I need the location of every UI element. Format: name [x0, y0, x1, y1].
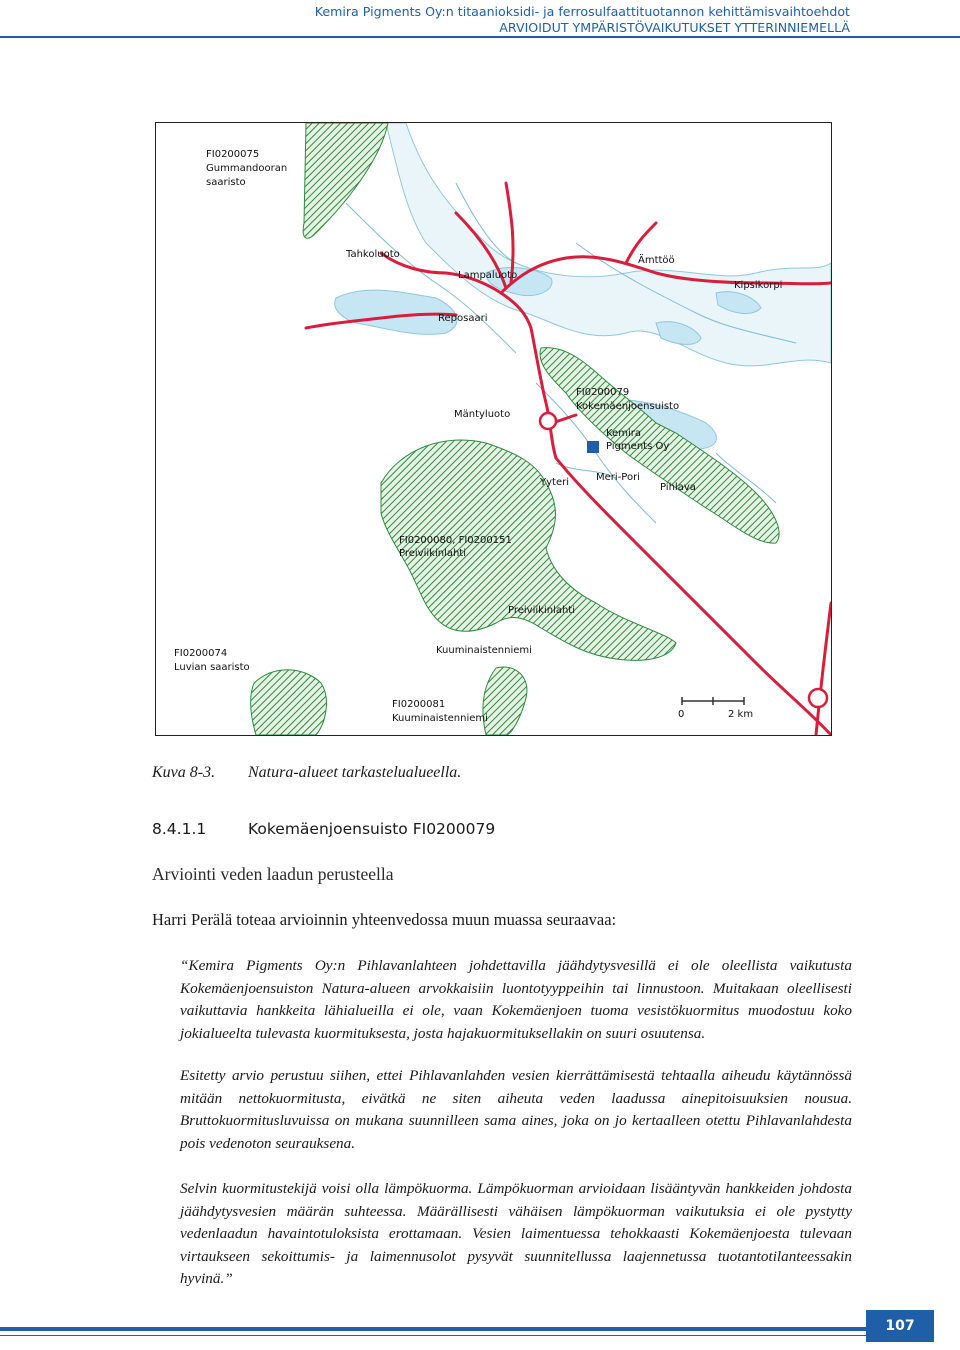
label-luvian-code: FI0200074	[174, 648, 228, 659]
header-line-2: ARVIOIDUT YMPÄRISTÖVAIKUTUKSET YTTERINNIEMELLÄ	[499, 20, 850, 35]
caption-text: Natura-alueet tarkastelualueella.	[248, 764, 462, 781]
quote-paragraph-1: “Kemira Pigments Oy:n Pihlavanlahteen johdettavilla jäähdytysvesillä ei ole oleellista vaikutusta Kokemäenjoensuiston Natura-alueen arvokkaisiin luontotyyppeihin tai linnustoon. Muitakaan oleellisesti vaikuttavia hankkeita lähialueilla ei ole, vaan Kokemäenjoen tuoma vesistökuormitus muodostuu koko jokialueelta tulevasta kuormituksesta, josta hajakuormituksellakin on suuri osuutensa.	[180, 957, 852, 1042]
map-svg	[156, 123, 831, 735]
label-kuuminais-code: FI0200081	[392, 699, 446, 710]
label-kokemaen-name: Kokemäenjoensuisto	[576, 401, 680, 412]
label-gummandooran-name2: saaristo	[206, 177, 246, 188]
label-preiviki-code: FI0200080, FI0200151	[399, 535, 512, 546]
section-title: Kokemäenjoensuisto FI0200079	[248, 820, 496, 838]
label-gummandooran-code: FI0200075	[206, 149, 260, 160]
label-kuuminais-name: Kuuminaistenniemi	[392, 713, 488, 724]
kemira-site-marker	[587, 441, 599, 453]
label-preiviki-name: Preiviikinlahti	[399, 548, 467, 559]
label-kemira-2: Pigments Oy	[606, 441, 670, 452]
footer-rule-thin	[0, 1335, 866, 1336]
label-preiviki-bay: Preiviikinlahti	[508, 605, 576, 616]
label-mantyluoto: Mäntyluoto	[454, 409, 511, 420]
label-kipsikorpi: Kipsikorpi	[734, 280, 783, 291]
label-luvian-name: Luvian saaristo	[174, 662, 250, 673]
footer-rule	[0, 1327, 866, 1331]
scale-label-2km: 2 km	[728, 709, 754, 720]
label-tahkoluoto: Tahkoluoto	[346, 249, 400, 260]
label-amtoo: Ämttöö	[638, 255, 675, 266]
label-pihlava: Pihlava	[660, 482, 696, 493]
scale-label-0: 0	[678, 709, 685, 720]
header-line-1: Kemira Pigments Oy:n titaanioksidi- ja ferrosulfaattituotannon kehittämisvaihtoehdot	[314, 4, 850, 19]
page-number: 107	[866, 1310, 934, 1342]
section-heading	[152, 820, 495, 838]
subheading: Arviointi veden laadun perusteella	[152, 864, 394, 884]
quote-paragraph-2: Esitetty arvio perustuu siihen, ettei Pihlavanlahden vesien kierrättämisestä tehtaalla aiheudu käytännössä mitään nettokuormitusta, eivätkä ne siten aiheuta veden laadussa ainepitoisuuksien nousua. Bruttokuormitusluvuissa on mukana suunnilleen sama aines, joka on jo kertaalleen otettu Pihlavanlahdesta pois vedenoton seurauksena.	[180, 1067, 852, 1152]
label-lampaluoto: Lampaluoto	[458, 270, 518, 281]
label-gummandooran-name1: Gummandooran	[206, 163, 288, 174]
label-kemira-1: Kemira	[606, 428, 641, 439]
label-kokemaen-code: FI0200079	[576, 387, 630, 398]
natura-map	[155, 122, 832, 736]
label-kuuminais-small: Kuuminaistenniemi	[436, 645, 532, 656]
intro-paragraph: Harri Perälä toteaa arvioinnin yhteenvedossa muun muassa seuraavaa:	[152, 910, 617, 929]
header-rule	[0, 36, 960, 38]
running-header	[315, 4, 850, 36]
figure-caption	[152, 764, 461, 782]
label-meri-pori: Meri-Pori	[596, 472, 640, 483]
label-yyteri: Yyteri	[540, 477, 569, 488]
caption-number: Kuva 8-3.	[152, 764, 216, 781]
quote-paragraph-3: Selvin kuormitustekijä voisi olla lämpökuorma. Lämpökuorman arvioidaan lisääntyvän hankkeiden johdosta jäähdytysvesien määrän suhteessa. Määrällisesti vähäisen lämpökuorman vaikutuksia ei ole pystytty vedenlaadun havaintotuloksista erottamaan. Vesien laimentuessa tehokkaasti Kokemäenjoesta tulevaan virtaukseen sekoittumis- ja laimennusolot pysyvät suunnitellussa laajennetussa tuotantotilanteessakin hyvinä.”	[180, 1180, 852, 1288]
section-number: 8.4.1.1	[152, 820, 207, 838]
label-reposaari: Reposaari	[438, 313, 488, 324]
natura-luvian-saaristo	[251, 670, 327, 735]
